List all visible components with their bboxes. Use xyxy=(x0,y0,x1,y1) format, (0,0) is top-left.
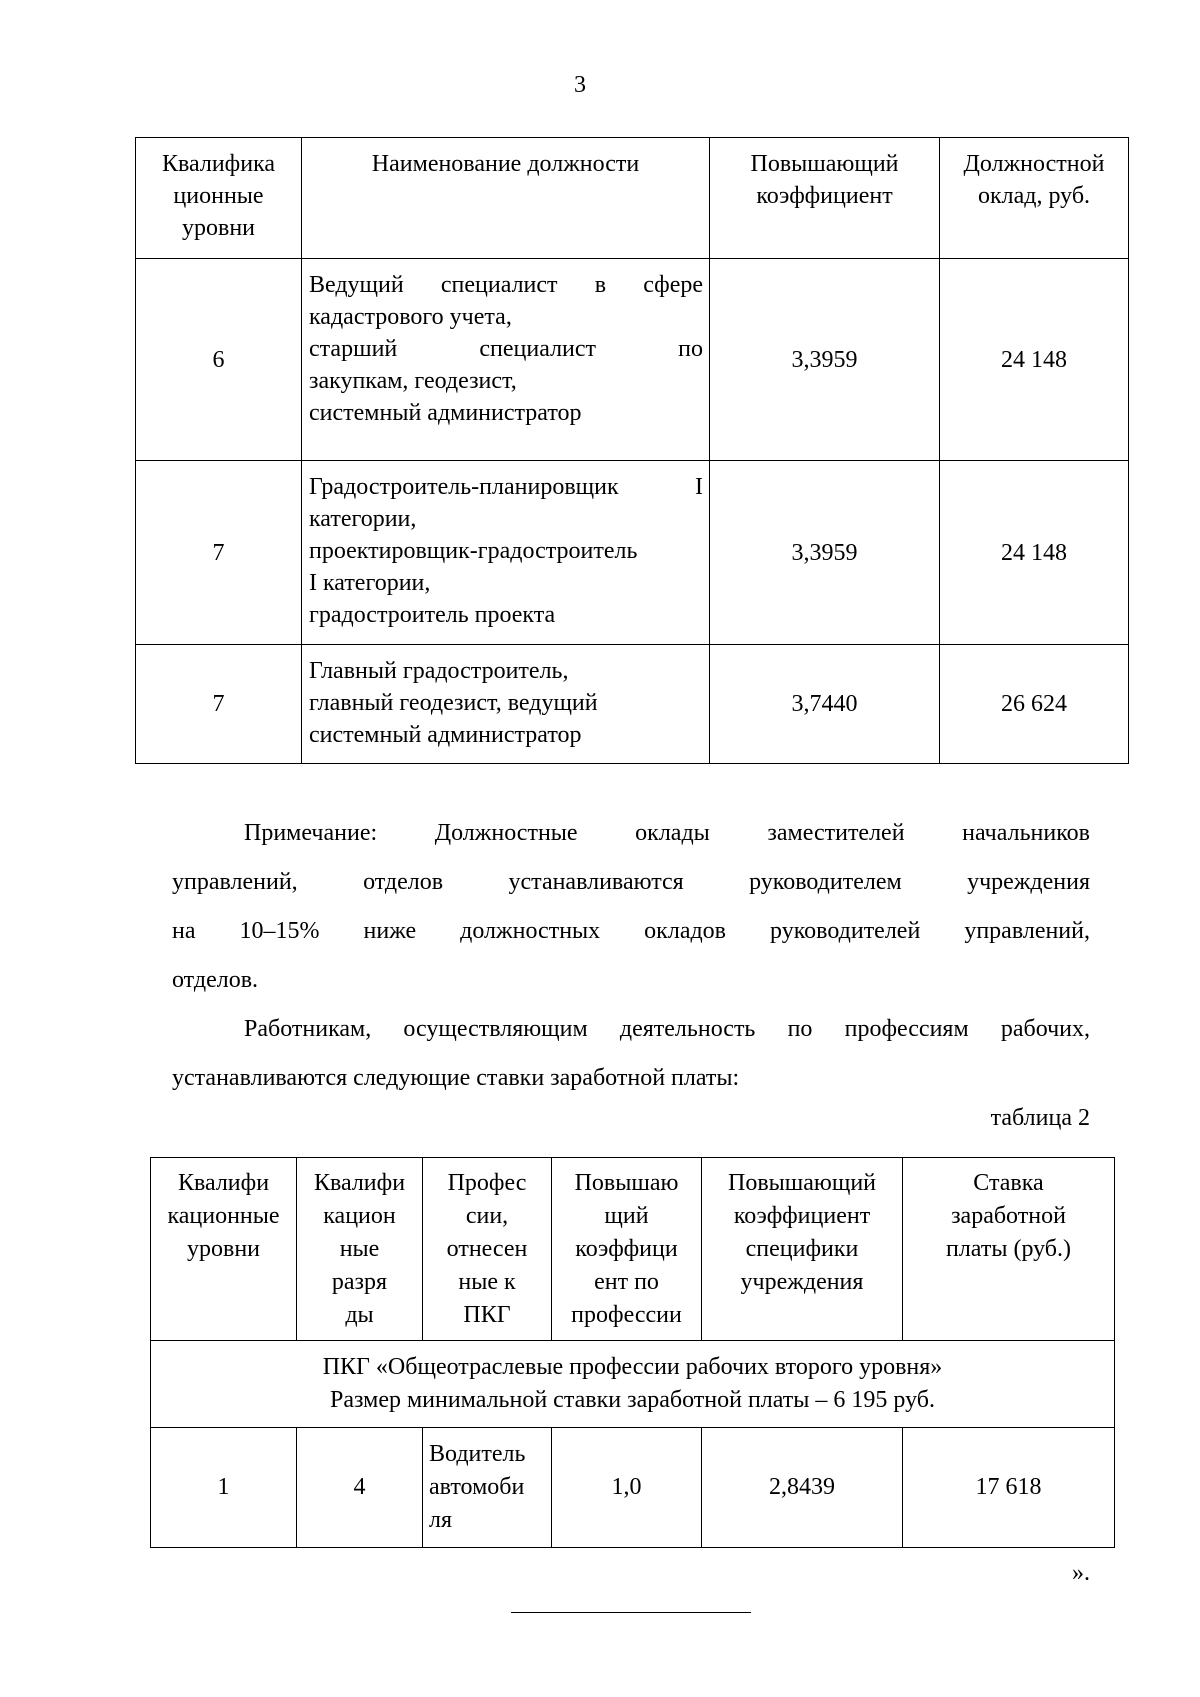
name-line: проектировщик-градостроитель xyxy=(309,538,638,564)
name-line: главный геодезист, ведущий xyxy=(309,690,598,716)
header-line: Должностной xyxy=(963,151,1105,177)
header-line: заработной xyxy=(951,1203,1066,1229)
header-position-name xyxy=(302,138,710,259)
wage-rate-cell: 17 618 xyxy=(903,1428,1115,1548)
header-line: разря xyxy=(331,1269,388,1295)
table-row xyxy=(136,461,1129,645)
note-line: на 10–15% ниже должностных окладов руководителей управлений, xyxy=(172,918,1090,944)
coefficient-cell: 3,3959 xyxy=(710,259,940,461)
table-row xyxy=(151,1428,1115,1548)
coefficient-cell: 3,7440 xyxy=(710,645,940,764)
header-qualification-levels xyxy=(136,138,302,259)
note-line: управлений, отделов устанавливаются руководителем учреждения xyxy=(172,869,1090,895)
header-line: Повышающий xyxy=(750,151,899,177)
header-line: платы (руб.) xyxy=(945,1236,1072,1262)
header-line: уровни xyxy=(181,215,256,241)
profession-line: ля xyxy=(429,1507,453,1533)
position-name-cell xyxy=(302,461,710,645)
level-cell: 7 xyxy=(136,645,302,764)
header-line: ные xyxy=(339,1236,380,1262)
workers-paragraph xyxy=(172,1005,1090,1103)
name-line: старший специалист по xyxy=(309,336,703,362)
header-line: кационные xyxy=(167,1203,280,1229)
name-line: кадастрового учета, xyxy=(309,304,512,330)
header-line: профессии xyxy=(571,1302,682,1328)
header-line: уровни xyxy=(186,1236,261,1262)
header-coefficient xyxy=(710,138,940,259)
header-line: ные к xyxy=(458,1269,516,1295)
header-institution-coefficient xyxy=(702,1158,903,1341)
salary-cell: 26 624 xyxy=(940,645,1129,764)
institution-coefficient-cell: 2,8439 xyxy=(702,1428,903,1548)
header-line: сии, xyxy=(465,1203,509,1229)
note-line: Примечание: Должностные оклады заместителей начальников xyxy=(244,820,1090,846)
header-line: Наименование должности xyxy=(371,151,640,177)
level-cell: 7 xyxy=(136,461,302,645)
header-line: коэффициент xyxy=(733,1203,871,1229)
name-line: системный администратор xyxy=(309,400,582,426)
name-line: Ведущий специалист в сфере xyxy=(309,272,703,298)
group-min-rate: Размер минимальной ставки заработной платы – 6 195 руб. xyxy=(329,1387,935,1413)
header-line: коэффици xyxy=(575,1236,678,1262)
name-line: Градостроитель-планировщик I xyxy=(309,474,703,500)
paragraph-line: устанавливаются следующие ставки заработной платы: xyxy=(172,1065,740,1091)
coefficient-cell: 3,3959 xyxy=(710,461,940,645)
salary-cell: 24 148 xyxy=(940,461,1129,645)
header-wage-rate xyxy=(903,1158,1115,1341)
name-line: градостроитель проекта xyxy=(309,602,556,628)
header-line: оклад, руб. xyxy=(977,183,1091,209)
header-line: ды xyxy=(345,1302,374,1328)
header-line: кацион xyxy=(323,1203,396,1229)
header-line: Повышаю xyxy=(574,1170,679,1196)
header-line: учреждения xyxy=(740,1269,864,1295)
header-line: Квалифи xyxy=(177,1170,270,1196)
header-line: Повышающий xyxy=(727,1170,877,1196)
header-line: Профес xyxy=(447,1170,527,1196)
name-line: Главный градостроитель, xyxy=(309,658,569,684)
profession-coefficient-cell: 1,0 xyxy=(552,1428,702,1548)
name-line: закупкам, геодезист, xyxy=(309,368,517,394)
header-line: специфики xyxy=(745,1236,859,1262)
level-cell: 1 xyxy=(151,1428,297,1548)
table-row xyxy=(136,645,1129,764)
profession-cell xyxy=(423,1428,552,1548)
end-rule xyxy=(511,1612,751,1613)
profession-line: автомоби xyxy=(429,1474,525,1500)
table-header-row xyxy=(136,138,1129,259)
header-line: Ставка xyxy=(973,1170,1044,1196)
position-name-cell xyxy=(302,645,710,764)
header-line: коэффициент xyxy=(756,183,893,209)
header-salary xyxy=(940,138,1129,259)
header-line: ент по xyxy=(594,1269,659,1295)
level-cell: 6 xyxy=(136,259,302,461)
header-profession-coefficient xyxy=(552,1158,702,1341)
header-line: Квалифика xyxy=(161,151,276,177)
name-line: системный администратор xyxy=(309,722,582,748)
workers-rates-table xyxy=(150,1157,1115,1548)
name-line: категории, xyxy=(309,506,417,532)
table-row xyxy=(136,259,1129,461)
table-header-row xyxy=(151,1158,1115,1341)
profession-line: Водитель xyxy=(429,1441,526,1467)
group-row xyxy=(151,1341,1115,1428)
header-line: отнесен xyxy=(446,1236,528,1262)
closing-quote: ». xyxy=(1072,1560,1090,1586)
name-line: I категории, xyxy=(309,570,431,596)
note-line: отделов. xyxy=(172,967,259,993)
paragraph-line: Работникам, осуществляющим деятельность по профессиям рабочих, xyxy=(244,1016,1090,1042)
group-title: ПКГ «Общеотраслевые профессии рабочих второго уровня» xyxy=(322,1354,943,1380)
page-number: 3 xyxy=(574,72,586,98)
header-professions xyxy=(423,1158,552,1341)
header-line: ционные xyxy=(173,183,264,209)
header-qualification-levels xyxy=(151,1158,297,1341)
header-line: щий xyxy=(604,1203,649,1229)
note-paragraph xyxy=(172,809,1090,1005)
grade-cell: 4 xyxy=(297,1428,423,1548)
table2-label: таблица 2 xyxy=(990,1105,1090,1131)
header-line: Квалифи xyxy=(313,1170,406,1196)
position-name-cell xyxy=(302,259,710,461)
group-cell xyxy=(151,1341,1115,1428)
header-qualification-grades xyxy=(297,1158,423,1341)
header-line: ПКГ xyxy=(463,1302,511,1328)
salary-cell: 24 148 xyxy=(940,259,1129,461)
positions-table xyxy=(135,137,1129,764)
